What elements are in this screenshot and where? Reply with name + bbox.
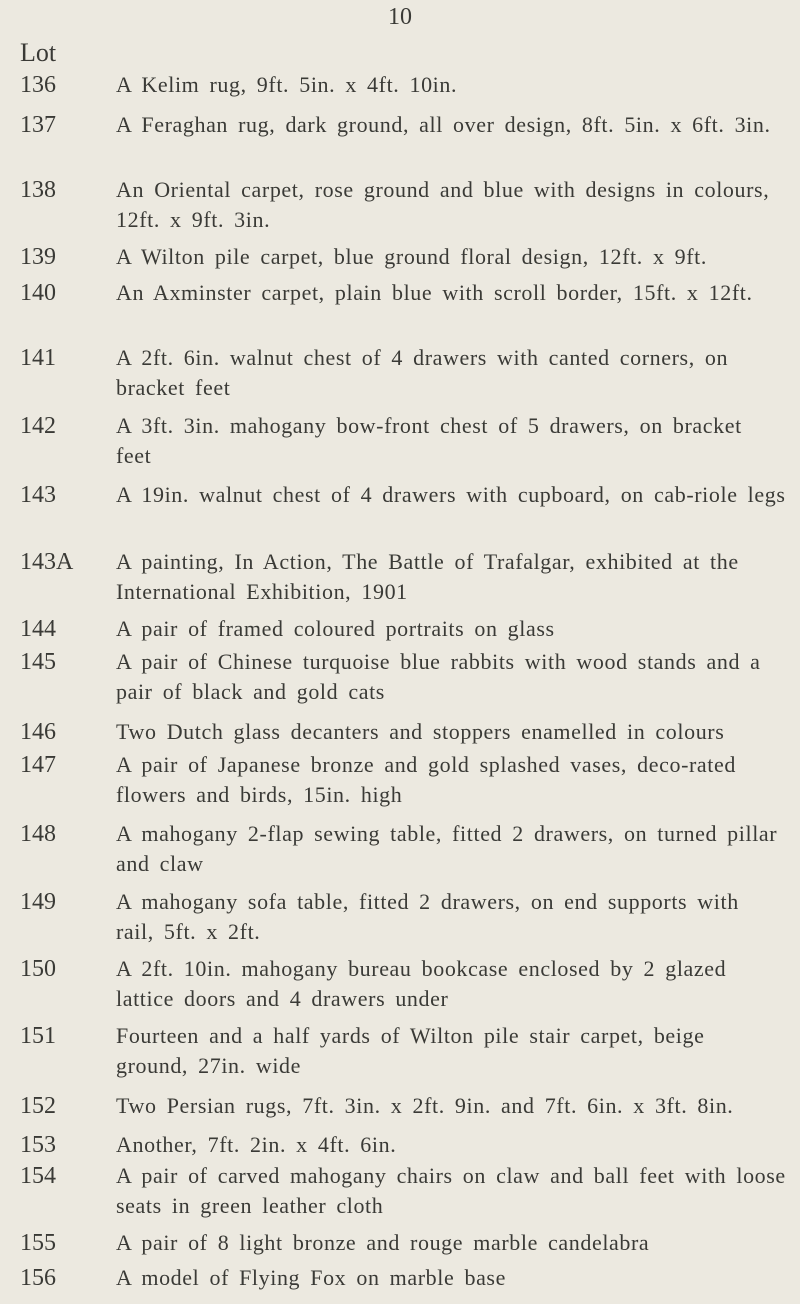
- lot-description: A Feraghan rug, dark ground, all over design, 8ft. 5in. x 6ft. 3in.: [116, 112, 771, 137]
- lot-number: 146: [20, 719, 56, 745]
- lot-number: 138: [20, 177, 56, 203]
- lot-number: 142: [20, 413, 56, 439]
- lot-number: 154: [20, 1163, 56, 1189]
- lot-description: A 2ft. 6in. walnut chest of 4 drawers with canted corners, on bracket feet: [116, 345, 729, 400]
- lot-number: 150: [20, 956, 56, 982]
- lot-description: Two Dutch glass decanters and stoppers enamelled in colours: [116, 719, 725, 744]
- lot-number: 156: [20, 1265, 56, 1291]
- lot-number: 143: [20, 482, 56, 508]
- lot-description: A pair of framed coloured portraits on glass: [116, 616, 555, 641]
- lot-description: Fourteen and a half yards of Wilton pile stair carpet, beige ground, 27in. wide: [116, 1023, 705, 1078]
- lot-number: 147: [20, 752, 56, 778]
- lot-description: A painting, In Action, The Battle of Trafalgar, exhibited at the International Exhibition, 1901: [116, 549, 739, 604]
- lot-description: A 2ft. 10in. mahogany bureau bookcase enclosed by 2 glazed lattice doors and 4 drawers under: [116, 956, 727, 1011]
- lot-number: 149: [20, 889, 56, 915]
- page-number: 10: [388, 4, 412, 30]
- lot-description: A 3ft. 3in. mahogany bow-front chest of 5 drawers, on bracket feet: [116, 413, 742, 468]
- lot-number: 155: [20, 1230, 56, 1256]
- lot-description: A mahogany sofa table, fitted 2 drawers, on end supports with rail, 5ft. x 2ft.: [116, 889, 739, 944]
- lot-number: 148: [20, 821, 56, 847]
- lot-description: A 19in. walnut chest of 4 drawers with cupboard, on cab-riole legs: [116, 482, 786, 507]
- lot-number: 151: [20, 1023, 56, 1049]
- lot-description: Another, 7ft. 2in. x 4ft. 6in.: [116, 1132, 397, 1157]
- lot-description: A mahogany 2-flap sewing table, fitted 2 drawers, on turned pillar and claw: [116, 821, 778, 876]
- lot-description: A Wilton pile carpet, blue ground floral design, 12ft. x 9ft.: [116, 244, 707, 269]
- lot-description: An Axminster carpet, plain blue with scroll border, 15ft. x 12ft.: [116, 280, 753, 305]
- lot-number: 153: [20, 1132, 56, 1158]
- lot-number: 140: [20, 280, 56, 306]
- lot-column-header: Lot: [20, 38, 57, 67]
- lot-number: 143A: [20, 549, 74, 575]
- lot-number: 137: [20, 112, 56, 138]
- lot-description: A Kelim rug, 9ft. 5in. x 4ft. 10in.: [116, 72, 458, 97]
- lot-description: A pair of Chinese turquoise blue rabbits with wood stands and a pair of black and gold cats: [116, 649, 761, 704]
- lot-number: 152: [20, 1093, 56, 1119]
- lot-number: 136: [20, 72, 56, 98]
- lot-number: 144: [20, 616, 56, 642]
- lot-number: 141: [20, 345, 56, 371]
- lot-description: An Oriental carpet, rose ground and blue with designs in colours, 12ft. x 9ft. 3in.: [116, 177, 770, 232]
- lot-description: A pair of Japanese bronze and gold splashed vases, deco-rated flowers and birds, 15in. high: [116, 752, 736, 807]
- lot-description: A pair of 8 light bronze and rouge marble candelabra: [116, 1230, 650, 1255]
- lot-description: Two Persian rugs, 7ft. 3in. x 2ft. 9in. and 7ft. 6in. x 3ft. 8in.: [116, 1093, 734, 1118]
- lot-number: 139: [20, 244, 56, 270]
- lot-number: 145: [20, 649, 56, 675]
- lot-description: A model of Flying Fox on marble base: [116, 1265, 506, 1290]
- lot-description: A pair of carved mahogany chairs on claw and ball feet with loose seats in green leather cloth: [116, 1163, 786, 1218]
